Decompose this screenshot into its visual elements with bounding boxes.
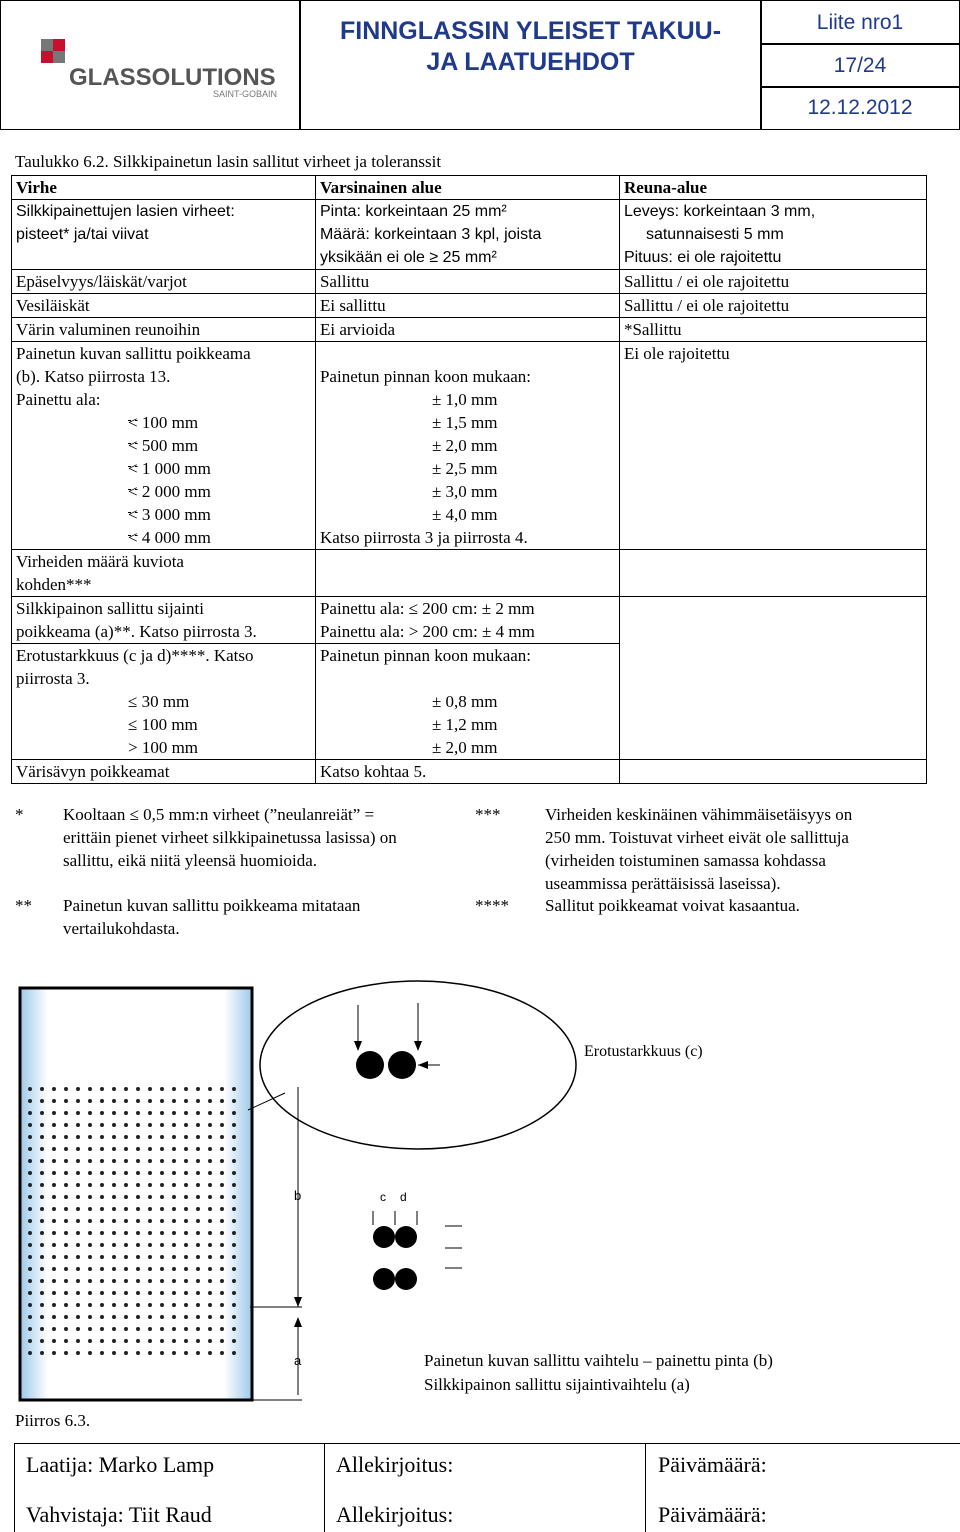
cell-text: Pinta: korkeintaan 25 mm² (319, 203, 507, 220)
cell-text: Ei sallittu (315, 294, 619, 318)
page-box (760, 43, 960, 88)
cell-text: poikkeama (a)**. Katso piirrosta 3. (16, 622, 257, 641)
cell-text: Värisävyn poikkeamat (12, 760, 316, 784)
tolerance-item: ± 2,0 mm (431, 738, 498, 757)
cell-text: Silkkipainettujen lasien virheet: (16, 203, 235, 220)
footnote-line: (virheiden toistuminen samassa kohdassa (545, 851, 826, 870)
date-box (760, 86, 960, 130)
approved-by: Vahvistaja: Tiit Raud (26, 1502, 212, 1527)
resolution-label: Erotustarkkuus (c) (584, 1043, 703, 1060)
header-defect: Virhe (12, 176, 316, 200)
size-item: < 100 mm (128, 413, 199, 432)
magnified-dot (395, 1226, 417, 1248)
footnote-line: Kooltaan ≤ 0,5 mm:n virheet (”neulanreiät” = (63, 805, 375, 824)
cell-text: Painetun pinnan koon mukaan: (319, 367, 532, 386)
attachment-label: Liite nro1 (816, 11, 904, 34)
arrow-icon (294, 1317, 302, 1327)
table-header-row (12, 176, 927, 200)
cell-text: Vesiläiskät (12, 294, 316, 318)
magnified-dot (388, 1051, 416, 1079)
table-caption: Taulukko 6.2. Silkkipainetun lasin sallitut virheet ja toleranssit (15, 152, 442, 171)
cell-text: Katso kohtaa 5. (315, 760, 619, 784)
glassolutions-logo (1, 1, 300, 129)
doc-title-line1: FINNGLASSIN YLEISET TAKUU- (339, 17, 722, 45)
dim-c-label: c (380, 1190, 386, 1204)
divider (645, 1444, 646, 1532)
tolerance-item: ± 4,0 mm (431, 505, 498, 524)
header-main-area: Varsinainen alue (315, 176, 619, 200)
footnote-line: Painetun kuvan sallittu poikkeama mitataan (63, 896, 361, 915)
signature-field: Allekirjoitus: (336, 1502, 454, 1527)
cell-text: Ei ole rajoitettu (619, 342, 926, 550)
size-item: < 3 000 mm (128, 505, 211, 524)
cell-text: Määrä: korkeintaan 3 kpl, joista (319, 226, 542, 243)
cell-text: Epäselvyys/läiskät/varjot (12, 270, 316, 294)
cell-text: Painettu ala: ≤ 200 cm: ± 2 mm (319, 599, 535, 618)
logo-text: GLASSOLUTIONS (69, 64, 276, 91)
size-item: ≤ 30 mm (128, 692, 190, 711)
cell-text: Ei arvioida (315, 318, 619, 342)
figure-title: Piirros 6.3. (15, 1411, 91, 1430)
cell-text: satunnaisesti 5 mm (645, 226, 784, 243)
cell-text: Silkkipainon sallittu sijainti (16, 599, 204, 618)
footnote-mark: **** (475, 896, 509, 915)
title-box (299, 0, 762, 130)
cell-text: piirrosta 3. (16, 669, 90, 688)
cell-text: Erotustarkkuus (c ja d)****. Katso (16, 646, 254, 665)
figure-caption-line2: Silkkipainon sallittu sijaintivaihtelu (a) (424, 1375, 690, 1394)
size-item: < 4 000 mm (128, 528, 211, 547)
footnote-line: erittäin pienet virheet silkkipainetussa lasissa) on (63, 828, 397, 847)
table-row (12, 760, 927, 784)
page-header (0, 0, 960, 130)
cell-text: Sallittu / ei ole rajoitettu (619, 270, 926, 294)
printed-area (28, 1087, 244, 1360)
magnified-dot (356, 1051, 384, 1079)
tolerance-item: ± 2,5 mm (431, 459, 498, 478)
cell-text: Virheiden määrä kuviota (16, 552, 184, 571)
page-number: 17/24 (833, 54, 887, 77)
dim-b-label: b (294, 1188, 302, 1203)
magnified-dot (373, 1226, 395, 1248)
dim-a-label: a (294, 1353, 302, 1368)
tolerance-table (11, 175, 927, 784)
size-item: ≤ 100 mm (128, 715, 198, 734)
size-item: < 500 mm (128, 436, 199, 455)
table-row (12, 318, 927, 342)
table-row (12, 200, 927, 270)
footnote-line: useammissa perättäisissä laseissa). (545, 874, 781, 893)
doc-title-line2: JA LAATUEHDOT (426, 48, 635, 76)
footnote-line: 250 mm. Toistuvat virheet eivät ole sallittuja (545, 828, 849, 847)
header-edge-area: Reuna-alue (619, 176, 926, 200)
divider (324, 1444, 325, 1532)
footnote-line: sallittu, eikä niitä yleensä huomioida. (63, 851, 317, 870)
arrow-icon (354, 1041, 362, 1051)
table-row (12, 597, 927, 644)
magnified-dot (395, 1268, 417, 1290)
arrow-icon (294, 1297, 302, 1307)
figure-caption-line1: Painetun kuvan sallittu vaihtelu – painettu pinta (b) (424, 1351, 773, 1370)
footnote-line: vertailukohdasta. (63, 919, 180, 938)
signature-footer (14, 1443, 960, 1532)
tolerance-item: ± 1,5 mm (431, 413, 498, 432)
cell-text: pisteet* ja/tai viivat (16, 226, 149, 243)
arrow-icon (414, 1041, 422, 1051)
cell-text: Painetun kuvan sallittu poikkeama (16, 344, 251, 363)
logo-box (0, 0, 301, 130)
cell-text: Painettu ala: (16, 390, 101, 409)
cell-text: kohden*** (16, 575, 92, 594)
footnote-line: Virheiden keskinäinen vähimmäisetäisyys on (545, 805, 853, 824)
footnote-1 (63, 803, 463, 872)
footnote-mark: * (15, 805, 24, 824)
attachment-box (760, 0, 960, 45)
cell-text: Leveys: korkeintaan 3 mm, (623, 203, 816, 220)
table-row (12, 270, 927, 294)
cell-text: (b). Katso piirrosta 13. (16, 367, 171, 386)
cell-text: Painettu ala: > 200 cm: ± 4 mm (319, 622, 535, 641)
table-row (12, 294, 927, 318)
tolerance-item: ± 3,0 mm (431, 482, 498, 501)
prepared-by: Laatija: Marko Lamp (26, 1452, 215, 1477)
table-row (12, 550, 927, 597)
tolerance-item: ± 1,0 mm (431, 390, 498, 409)
table-row (12, 644, 927, 760)
size-item: < 1 000 mm (128, 459, 211, 478)
tolerance-item: ± 1,2 mm (431, 715, 498, 734)
size-item: > 100 mm (128, 738, 199, 757)
footnote-2 (63, 894, 463, 940)
tolerance-item: ± 2,0 mm (431, 436, 498, 455)
footnote-mark: ** (15, 896, 32, 915)
cell-text: Värin valuminen reunoihin (12, 318, 316, 342)
signature-field: Allekirjoitus: (336, 1452, 454, 1477)
dim-d-label: d (400, 1190, 407, 1204)
logo-subtext: SAINT-GOBAIN (213, 89, 278, 99)
magnified-dot (373, 1268, 395, 1290)
table-row (12, 342, 927, 550)
tolerance-item: ± 0,8 mm (431, 692, 498, 711)
doc-date: 12.12.2012 (807, 96, 913, 119)
cell-text: yksikään ei ole ≥ 25 mm² (319, 249, 497, 266)
footnote-mark: *** (475, 805, 501, 824)
footnote-4: Sallitut poikkeamat voivat kasaantua. (545, 896, 800, 915)
date-field: Päivämäärä: (658, 1502, 767, 1527)
figure-6-3 (0, 975, 960, 1435)
cell-text: *Sallittu (619, 318, 926, 342)
cell-text: Sallittu (315, 270, 619, 294)
size-item: < 2 000 mm (128, 482, 211, 501)
cell-text: Painetun pinnan koon mukaan: (319, 646, 532, 665)
cell-text: Katso piirrosta 3 ja piirrosta 4. (319, 528, 528, 547)
footnote-3 (545, 803, 945, 895)
date-field: Päivämäärä: (658, 1452, 767, 1477)
cell-text: Sallittu / ei ole rajoitettu (619, 294, 926, 318)
arrow-icon (418, 1061, 428, 1069)
cell-text: Pituus: ei ole rajoitettu (623, 249, 782, 266)
